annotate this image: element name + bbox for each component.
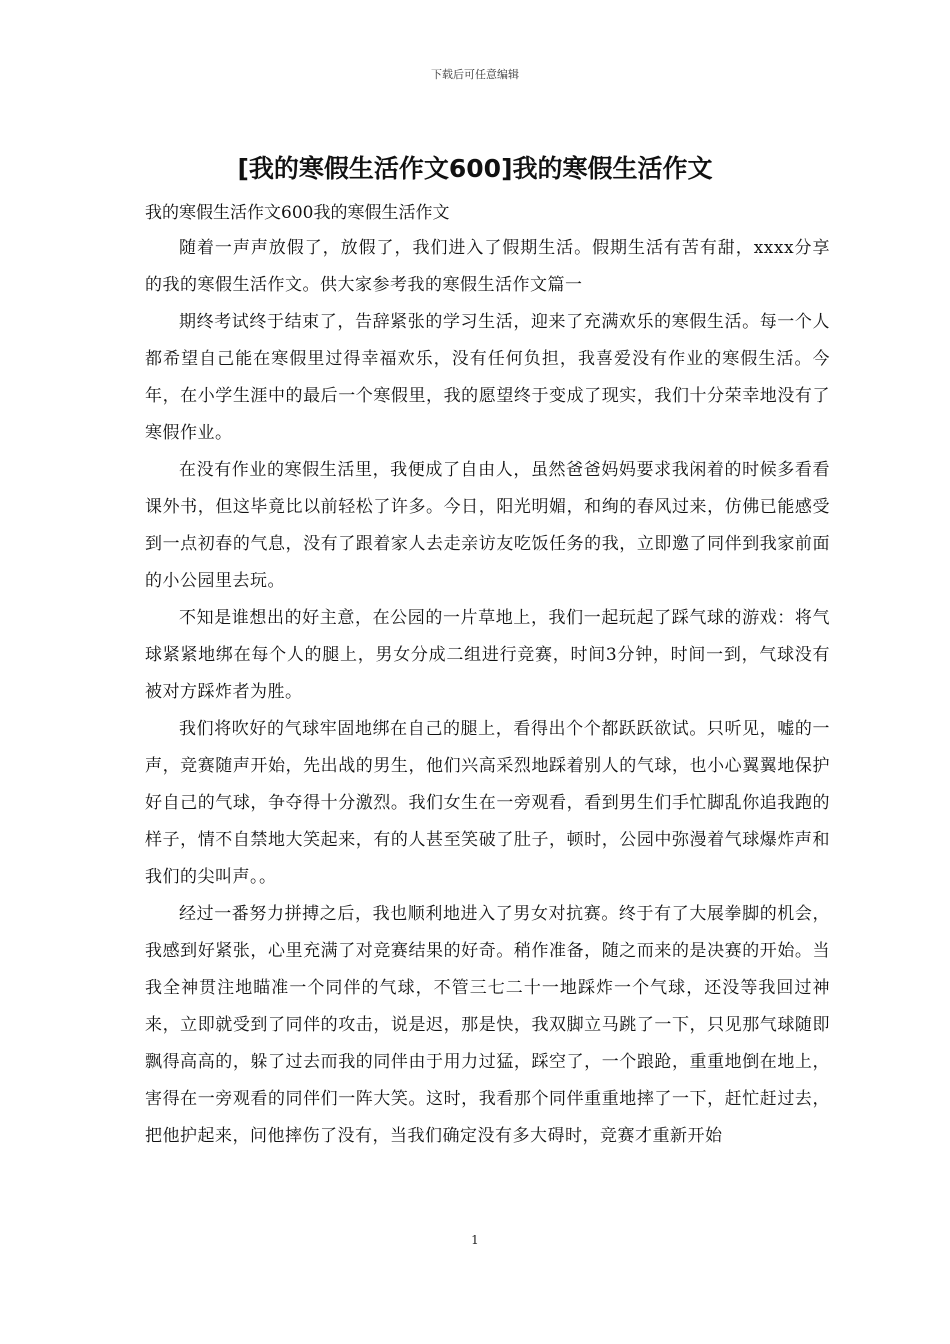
paragraph: 不知是谁想出的好主意，在公园的一片草地上，我们一起玩起了踩气球的游戏：将气球紧紧地绑在每个人的腿上，男女分成二组进行竞赛，时间3分钟，时间一到，气球没有被对方踩炸者为胜。 bbox=[145, 608, 830, 702]
paragraph: 期终考试终于结束了，告辞紧张的学习生活，迎来了充满欢乐的寒假生活。每一个人都希望自己能在寒假里过得幸福欢乐，没有任何负担，我喜爱没有作业的寒假生活。今年，在小学生涯中的最后一个寒假里，我的愿望终于变成了现实，我们十分荣幸地没有了寒假作业。 bbox=[145, 312, 830, 443]
page-number: 1 bbox=[471, 1233, 479, 1247]
paragraph: 随着一声声放假了，放假了，我们进入了假期生活。假期生活有苦有甜，xxxx分享的我的寒假生活作文。供大家参考我的寒假生活作文篇一 bbox=[145, 238, 830, 295]
document-subtitle: 我的寒假生活作文600我的寒假生活作文 bbox=[145, 203, 450, 223]
document-body bbox=[145, 230, 830, 1155]
paragraph: 我们将吹好的气球牢固地绑在自己的腿上，看得出个个都跃跃欲试。只听见，嘘的一声，竞赛随声开始，先出战的男生，他们兴高采烈地踩着别人的气球，也小心翼翼地保护好自己的气球，争夺得十分激烈。我们女生在一旁观看，看到男生们手忙脚乱你追我跑的样子，情不自禁地大笑起来，有的人甚至笑破了肚子，顿时，公园中弥漫着气球爆炸声和我们的尖叫声。。 bbox=[145, 719, 830, 887]
page-header: 下载后可任意编辑 bbox=[431, 68, 519, 81]
paragraph: 在没有作业的寒假生活里，我便成了自由人，虽然爸爸妈妈要求我闲着的时候多看看课外书，但这毕竟比以前轻松了许多。今日，阳光明媚，和绚的春风过来，仿佛已能感受到一点初春的气息，没有了跟着家人去走亲访友吃饭任务的我，立即邀了同伴到我家前面的小公园里去玩。 bbox=[145, 460, 830, 591]
paragraph: 经过一番努力拼搏之后，我也顺利地进入了男女对抗赛。终于有了大展拳脚的机会，我感到好紧张，心里充满了对竞赛结果的好奇。稍作准备，随之而来的是决赛的开始。当我全神贯注地瞄准一个同伴的气球，不管三七二十一地踩炸一个气球，还没等我回过神来，立即就受到了同伴的攻击，说是迟，那是快，我双脚立马跳了一下，只见那气球随即飘得高高的，躲了过去而我的同伴由于用力过猛，踩空了，一个踉跄，重重地倒在地上，害得在一旁观看的同伴们一阵大笑。这时，我看那个同伴重重地摔了一下，赶忙赶过去，把他护起来，问他摔伤了没有，当我们确定没有多大碍时，竞赛才重新开始 bbox=[145, 904, 830, 1146]
document-title: [我的寒假生活作文600]我的寒假生活作文 bbox=[237, 154, 713, 183]
